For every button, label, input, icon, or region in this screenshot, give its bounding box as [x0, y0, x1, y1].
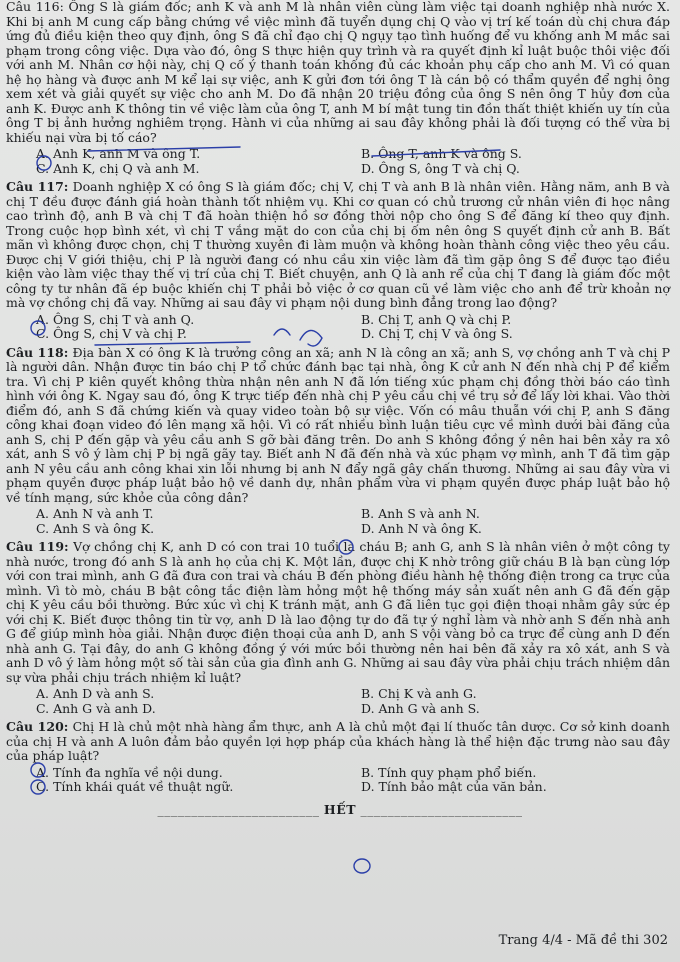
pen-circle-q120-b — [354, 859, 370, 873]
q120 — [6, 720, 670, 764]
q120-label: Câu 120: — [6, 719, 69, 734]
q116-choice-b: B. Ông T, anh K và ông S. — [361, 146, 522, 161]
q119-text: Vợ chồng chị K, anh D có con trai 10 tuổi là cháu B; anh G, anh S là nhân viên ở một công ty nhà nước, trong đó anh S là anh họ của chị K. Một lần, được chị K nhờ trông giữ cháu B là bạn cùng lớp với con trai mình, anh G đã đưa con trai và cháu B đến phòng điều hành hệ thống điện trong ca trực của mình. Vì tò mò, cháu B bật công tắc điện làm hỏng một hệ thống máy sản xuất nên anh G đã đến gặp chị K yêu cầu bồi thường. Bức xúc vì chị K tránh mặt, anh G đã liên tục gọi điện thoại nhằm gây sức ép với chị K. Biết được thông tin từ vợ, anh D là lao động tự do đã tự ý nghỉ làm và nhờ anh S đến nhà anh G để giúp mình hòa giải. Nhận được điện thoại của anh D, anh S vội vàng bỏ ca trực để cùng anh D đến nhà anh G. Tại đây, do anh G không đồng ý với mức bồi thường nên hai bên đã xảy ra xô xát, anh S và anh D vô ý làm hỏng một số tài sản của gia đình anh G. Những ai sau đây vừa phải chịu trách nhiệm dân sự vừa phải chịu trách nhiệm kỉ luật? — [6, 539, 670, 685]
q119-choice-a: A. Anh D và anh S. — [36, 686, 155, 701]
q118-choice-d: D. Anh N và ông K. — [361, 520, 482, 536]
q117-choice-a: A. Ông S, chị T và anh Q. — [36, 311, 195, 327]
q119-choices — [36, 687, 674, 716]
end-dash-left: ________________________ — [157, 801, 320, 817]
q118-choices — [36, 507, 674, 536]
q119-label: Câu 119: — [6, 539, 69, 554]
q119 — [6, 540, 670, 685]
q118-choice-a: A. Anh N và anh T. — [36, 506, 154, 521]
q116-choices — [36, 147, 674, 176]
q119-choice-c: C. Anh G và anh D. — [36, 700, 156, 716]
q116-fragment: Câu 116: Ông S là giám đốc; anh K và anh M là nhân viên cùng làm việc tại doanh nghiệp nhà nước X. Khi bị anh M cung cấp bằng chứng về việc mình đã tuyển dụng chị Q vào vị trí kế toán dù chị chưa đáp ứng đủ điều kiện theo quy định, ông S đã chỉ đạo chị Q ngụy tạo tình huống để vu khống anh M mắc sai phạm trong công việc. Dựa vào đó, ông S thực hiện quy trình và ra quyết định kỉ luật buộc thôi việc đối với anh M. Nhân cơ hội này, chị Q cố ý thanh toán khống đủ các khoản phụ cấp cho anh M. Vì có quan hệ họ hàng và được anh M kể lại sự việc, anh K gửi đơn tới ông T là cán bộ có thẩm quyền để nghị ông xem xét và giải quyết sự việc cho anh M. Do đã nhận 20 triệu đồng của ông S nên ông T hủy đơn của anh K. Được anh K thông tin về việc làm của ông T, anh M bí mật tung tin đồn thất thiệt khiến uy tín của ông T bị ảnh hưởng nghiêm trọng. Hành vi của những ai sau đây không phải là đối tượng có thể vừa bị khiếu nại vừa bị tố cáo? — [6, 0, 670, 145]
q118 — [6, 346, 670, 506]
q117-choice-d: D. Chị T, chị V và ông S. — [361, 326, 513, 341]
q116-choice-a: A. Anh K, anh M và ông T. — [36, 146, 201, 161]
q120-choice-a: A. Tính đa nghĩa về nội dung. — [36, 764, 223, 780]
q117-choice-c: C. Ông S, chị V và chị P. — [36, 326, 187, 341]
q116-choice-c: C. Anh K, chị Q và anh M. — [36, 160, 200, 176]
q119-choice-b: B. Chị K và anh G. — [361, 686, 477, 701]
q120-text: Chị H là chủ một nhà hàng ẩm thực, anh A là chủ một đại lí thuốc tân dược. Cơ sở kinh doanh của chị H và anh A luôn đảm bảo quyền lợi hợp pháp của khách hàng là thể hiện đặc trưng nào sau đây của pháp luật? — [6, 719, 670, 763]
q118-choice-b: B. Anh S và anh N. — [361, 506, 480, 521]
q117-text: Doanh nghiệp X có ông S là giám đốc; chị V, chị T và anh B là nhân viên. Hằng năm, anh B và chị T đều được đánh giá hoàn thành tốt nhiệm vụ. Khi cơ quan có chủ trương cử nhân viên đi học nâng cao trình độ, anh B và chị T đã hoàn thiện hồ sơ đồng thời nộp cho ông S để đăng kí theo quy định. Trong cuộc họp bình xét, vì chị T vắng mặt do con của chị bị ốm nên ông S quyết định cử anh B. Bất mãn vì không được chọn, chị T thường xuyên đi làm muộn và không hoàn thành công việc theo yêu cầu. Được chị V giới thiệu, chị P là người đang có nhu cầu xin việc làm đã tìm gặp ông S để được tạo điều kiện vào làm việc thay thế vị trí của chị T. Biết chuyện, anh Q là anh rể của chị T đang là giám đốc một công ty tư nhân đã ép buộc khiến chị T phải bỏ việc ở cơ quan cũ về làm việc cho anh để trừ khoản nợ mà vợ chồng chị đã vay. Những ai sau đây vi phạm nội dung bình đẳng trong lao động? — [6, 179, 670, 310]
q116-choice-d: D. Ông S, ông T và chị Q. — [361, 160, 520, 176]
q119-choice-d: D. Anh G và anh S. — [361, 700, 480, 716]
end-dash-right: ________________________ — [360, 801, 523, 817]
q120-choice-d: D. Tính bảo mật của văn bản. — [361, 779, 547, 794]
q120-choices — [36, 766, 674, 795]
q120-choice-b: B. Tính quy phạm phổ biến. — [361, 764, 537, 780]
q120-choice-c: C. Tính khái quát về thuật ngữ. — [36, 779, 234, 794]
q118-label: Câu 118: — [6, 344, 69, 360]
end-marker — [0, 803, 680, 818]
q117-choice-b: B. Chị T, anh Q và chị P. — [361, 311, 512, 327]
q117-choices — [36, 313, 674, 342]
page-footer: Trang 4/4 - Mã đề thi 302 — [498, 933, 668, 948]
q117 — [6, 180, 670, 311]
q118-text: Địa bàn X có ông K là trưởng công an xã; anh N là công an xã; anh S, vợ chồng anh T và chị P là người dân. Nhận được tin báo chị P tổ chức đánh bạc tại nhà, ông K cử anh N đến nhà chị P để kiểm tra. Vì chị P kiên quyết không thừa nhận nên anh N đã lớn tiếng xúc phạm chị đồng thời báo cáo tình hình với ông K. Ngay sau đó, ông K trực tiếp đến nhà chị P yêu cầu chị về trụ sở để lấy lời khai. Vào thời điểm đó, anh S đã chứng kiến và quay video toàn bộ sự việc. Vốn có mâu thuẫn với chị P, anh S đăng công khai đoạn video đó lên mạng xã hội. Vì có rất nhiều bình luận tiêu cực về mình dưới bài đăng của anh S, chị P đến gặp và yêu cầu anh S gỡ bài đăng trên. Do anh S không đồng ý nên hai bên xảy ra xô xát, anh S vô ý làm chị P bị ngã gãy tay. Biết anh N đã đến nhà và xúc phạm vợ mình, anh T đã tìm gặp anh N yêu cầu anh công khai xin lỗi nhưng bị anh N đẩy ngã gây chấn thương. Những ai sau đây vừa vi phạm quyền được pháp luật bảo hộ về danh dự, nhân phẩm vừa vi phạm quyền được pháp luật bảo hộ về tính mạng, sức khỏe của công dân? — [6, 344, 670, 505]
q117-label: Câu 117: — [6, 179, 69, 194]
end-label: HẾT — [323, 801, 357, 817]
q118-choice-c: C. Anh S và ông K. — [36, 520, 155, 536]
